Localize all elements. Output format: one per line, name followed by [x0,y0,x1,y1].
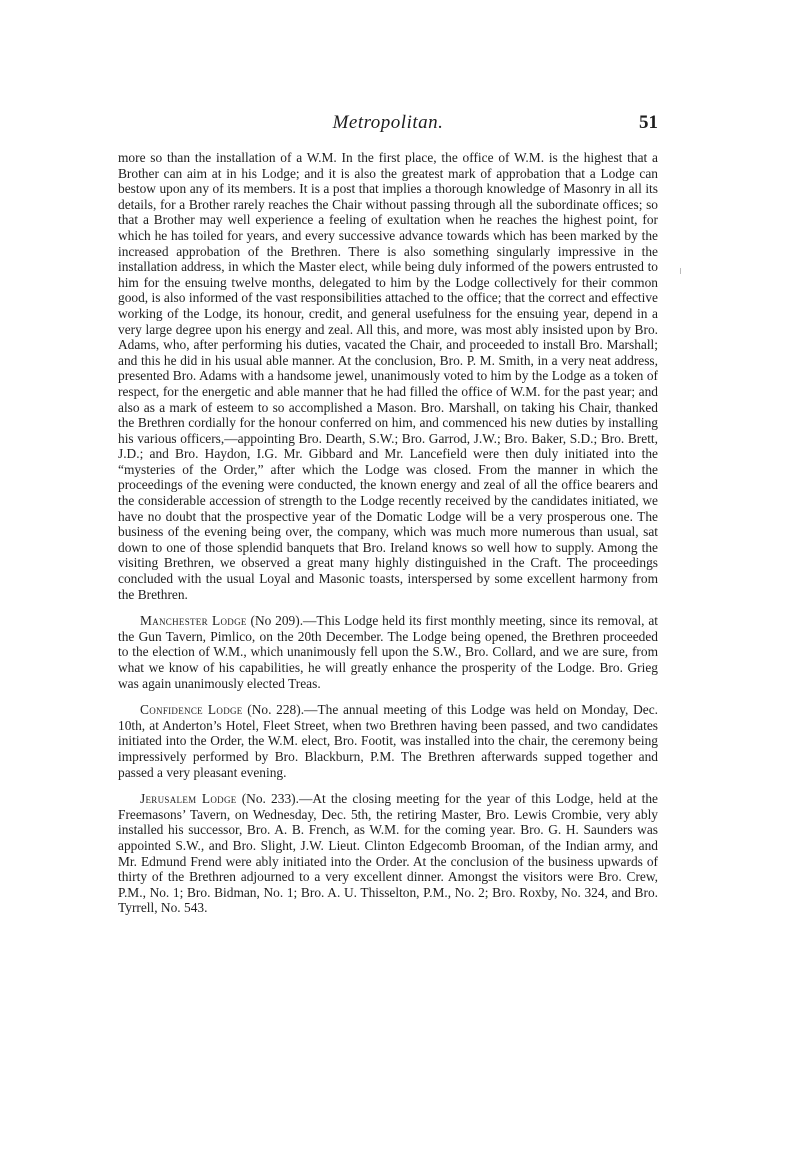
lodge-heading: Jerusalem Lodge [140,791,237,807]
paragraph-text: (No. 233).—At the closing meeting for the year of this Lodge, held at the Freemasons’ Tavern, on Wednesday, Dec. 5th, the retiring Master, Bro. Lewis Crombie, very ably installed his successor, Bro. A. B. French, as W.M. for the coming year. Bro. G. H. Saunders was appointed S.W., and Bro. Slight, J.W. Lieut. Clinton Edgecomb Brooman, of the Indian army, and Mr. Edmund Frend were ably initiated into the Order. At the conclusion of the business upwards of thirty of the Brethren adjourned to a very excellent dinner. Amongst the visitors were Bro. Crew, P.M., No. 1; Bro. Bidman, No. 1; Bro. A. U. Thisselton, P.M., No. 2; Bro. Roxby, No. 324, and Bro. Tyrrell, No. 543. [118,791,658,916]
page-header [118,112,658,142]
paragraph-text: (No 209).—This Lodge held its first monthly meeting, since its removal, at the Gun Tavern, Pimlico, on the 20th December. The Lodge being opened, the Brethren proceeded to the election of W.M., which unanimously fell upon the S.W., Bro. Collard, and we are sure, from what we know of his capabilities, he will greatly enhance the prosperity of the Lodge. Bro. Grieg was again unanimously elected Treas. [118,613,658,691]
margin-mark [680,268,681,274]
paragraph-jerusalem-lodge [118,791,658,916]
article-body [118,150,658,927]
paragraph-installation [118,150,658,602]
lodge-heading: Manchester Lodge [140,613,247,629]
page-number: 51 [639,112,658,133]
paragraph-confidence-lodge [118,702,658,780]
paragraph-text: (No. 228).—The annual meeting of this Lodge was held on Monday, Dec. 10th, at Anderton’s Hotel, Fleet Street, when two Brethren having been passed, and two candidates initiated into the Order, the W.M. elect, Bro. Footit, was installed into the chair, the ceremony being impressively performed by Bro. Blackburn, P.M. The Brethren afterwards supped together and passed a very pleasant evening. [118,702,658,780]
running-title: Metropolitan. [332,112,444,133]
lodge-heading: Confidence Lodge [140,702,243,718]
paragraph-text: more so than the installation of a W.M. In the first place, the office of W.M. is the highest that a Brother can aim at in his Lodge; and it is also the greatest mark of approbation that a Lodge can bestow upon any of its members. It is a post that implies a thorough knowledge of Masonry in all its details, for a Brother rarely reaches the Chair without passing through all the subordinate offices; so that a Brother may well experience a feeling of exultation when he reaches the highest point, for which he has toiled for years, and every successive advance towards which has been marked by the increased approbation of the Brethren. There is also something singularly impressive in the installation address, in which the Master elect, while being duly informed of the powers entrusted to him for the ensuing twelve months, delegated to him by the Lodge collectively for their common good, is also informed of the vast responsibilities attached to the office; that the correct and effective working of the Lodge, its honour, credit, and general usefulness for the ensuing year, depend in a very large degree upon his energy and zeal. All this, and more, was most ably insisted upon by Bro. Adams, who, after performing his duties, vacated the Chair, and proceeded to install Bro. Marshall; and this he did in his usual able manner. At the conclusion, Bro. P. M. Smith, in a very neat address, presented Bro. Adams with a handsome jewel, unanimously voted to him by the Lodge as a token of respect, for the energetic and able manner that he had filled the office of W.M. for the past year; and also as a mark of esteem to so accomplished a Mason. Bro. Marshall, on taking his Chair, thanked the Brethren cordially for the honour conferred on him, and commenced his new duties by installing his various officers,—appointing Bro. Dearth, S.W.; Bro. Garrod, J.W.; Bro. Baker, S.D.; Bro. Brett, J.D.; and Bro. Haydon, I.G. Mr. Gibbard and Mr. Lancefield were then duly initiated into the “mysteries of the Order,” after which the Lodge was closed. From the manner in which the proceedings of the evening were conducted, the known energy and zeal of all the office bearers and the considerable accession of strength to the Lodge recently received by the candidates initiated, we have no doubt that the prospective year of the Domatic Lodge will be a very prosperous one. The business of the evening being over, the company, which was much more numerous than usual, sat down to one of those splendid banquets that Bro. Ireland knows so well how to supply. Among the visiting Brethren, we observed a great many highly distinguished in the Craft. The proceedings concluded with the usual Loyal and Masonic toasts, interspersed by some excellent harmony from the Brethren. [118,150,658,602]
paragraph-manchester-lodge [118,613,658,691]
